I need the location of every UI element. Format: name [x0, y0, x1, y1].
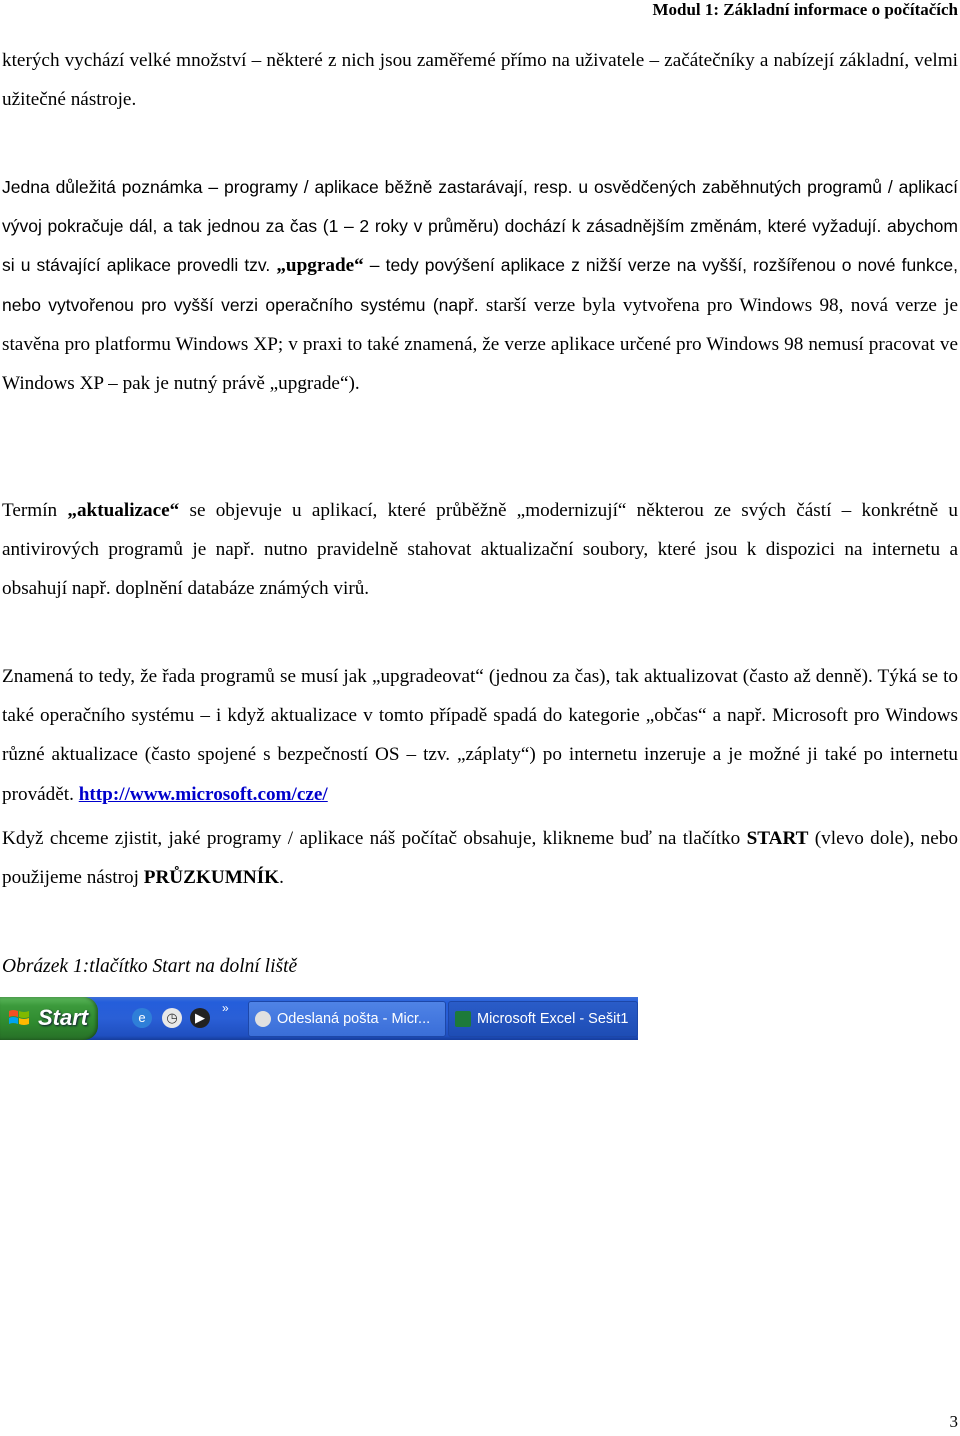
task-label-mail: Odeslaná pošta - Micr...: [277, 1011, 431, 1027]
start-text-b: (vlevo dole), nebo použijeme nástroj: [2, 828, 958, 889]
start-text-c: .: [279, 867, 284, 889]
clock-icon[interactable]: ◷: [162, 1008, 182, 1028]
upgrade-text-b: – tedy povýšení aplikace z nižší verze na vyšší, rozšířenou o nové funkce, nebo vytvořenou pro vyšší verzi operačního systému (např.: [2, 255, 959, 315]
upgrade-term: „upgrade“: [276, 255, 364, 277]
start-term: START: [746, 828, 809, 849]
task-button-excel[interactable]: [448, 1001, 638, 1037]
outlook-icon: [255, 1011, 271, 1027]
taskbar-screenshot: [0, 997, 638, 1040]
excel-icon: [455, 1011, 471, 1027]
upgrade-text-a: Jedna důležitá poznámka – programy / aplikace běžně zastarávají, resp. u osvědčených zaběhnutých programů / aplikací vývoj pokračuje dál, a tak jednou za čas (1 – 2 roky v průměru) dochází k zásadnějším změnám, které vyžadují. abychom si u stávající aplikace provedli tzv.: [2, 177, 958, 276]
paragraph-summary: [2, 657, 958, 814]
page-number: 3: [949, 1412, 958, 1431]
paragraph-start: [2, 819, 958, 897]
microsoft-link[interactable]: http://www.microsoft.com/cze/: [78, 783, 328, 805]
paragraph-intro: [2, 41, 958, 119]
aktualizace-text-a: Termín: [2, 500, 68, 521]
start-label: Start: [38, 1005, 89, 1030]
task-button-mail[interactable]: [248, 1001, 446, 1037]
summary-text: Znamená to tedy, že řada programů se musí jak „upgradeovat“ (jednou za čas), tak aktualizovat (často až denně). Týká se to také operačního systému – i když aktualizace v tomto případě spadá do kategorie „občas“ a např. Microsoft pro Windows různé aktualizace (často spojené s bezpečností OS – tzv. „záplaty“) po internetu inzeruje a je možné ji také po internetu provádět.: [2, 666, 958, 805]
windows-logo-icon: [8, 1008, 30, 1028]
chevron-icon[interactable]: »: [222, 1001, 229, 1015]
media-player-icon[interactable]: ▶: [190, 1008, 210, 1028]
paragraph-upgrade: [2, 168, 958, 403]
figure-caption: Obrázek 1:tlačítko Start na dolní liště: [2, 956, 298, 977]
paragraph-aktualizace: [2, 491, 958, 609]
start-text-a: Když chceme zjistit, jaké programy / aplikace náš počítač obsahuje, klikneme buď na tlačítko: [2, 828, 747, 849]
explorer-term: PRŮZKUMNÍK: [143, 867, 280, 889]
ie-icon[interactable]: e: [132, 1008, 152, 1028]
task-label-excel: Microsoft Excel - Sešit1: [477, 1011, 629, 1027]
start-button[interactable]: [0, 997, 98, 1040]
aktualizace-text-b: se objevuje u aplikací, které průběžně „modernizují“ některou ze svých částí – konkrétně u antivirových programů je např. nutno pravidelně stahovat aktualizační soubory, které jsou k dispozici na internetu a obsahují např. doplnění databáze známých virů.: [2, 500, 958, 600]
page-header: Modul 1: Základní informace o počítačích: [652, 0, 958, 19]
aktualizace-term: „aktualizace“: [67, 500, 180, 521]
paragraph-intro-text: kterých vychází velké množství – některé z nich jsou zaměřemé přímo na uživatele – začátečníky a nabízejí základní, velmi užitečné nástroje.: [2, 50, 958, 111]
upgrade-text-c: starší verze byla vytvořena pro Windows 98, nová verze je stavěna pro platformu Windows XP; v praxi to také znamená, že verze aplikace určené pro Windows 98 nemusí pracovat ve Windows XP – pak je nutný právě „upgrade“).: [2, 294, 958, 395]
